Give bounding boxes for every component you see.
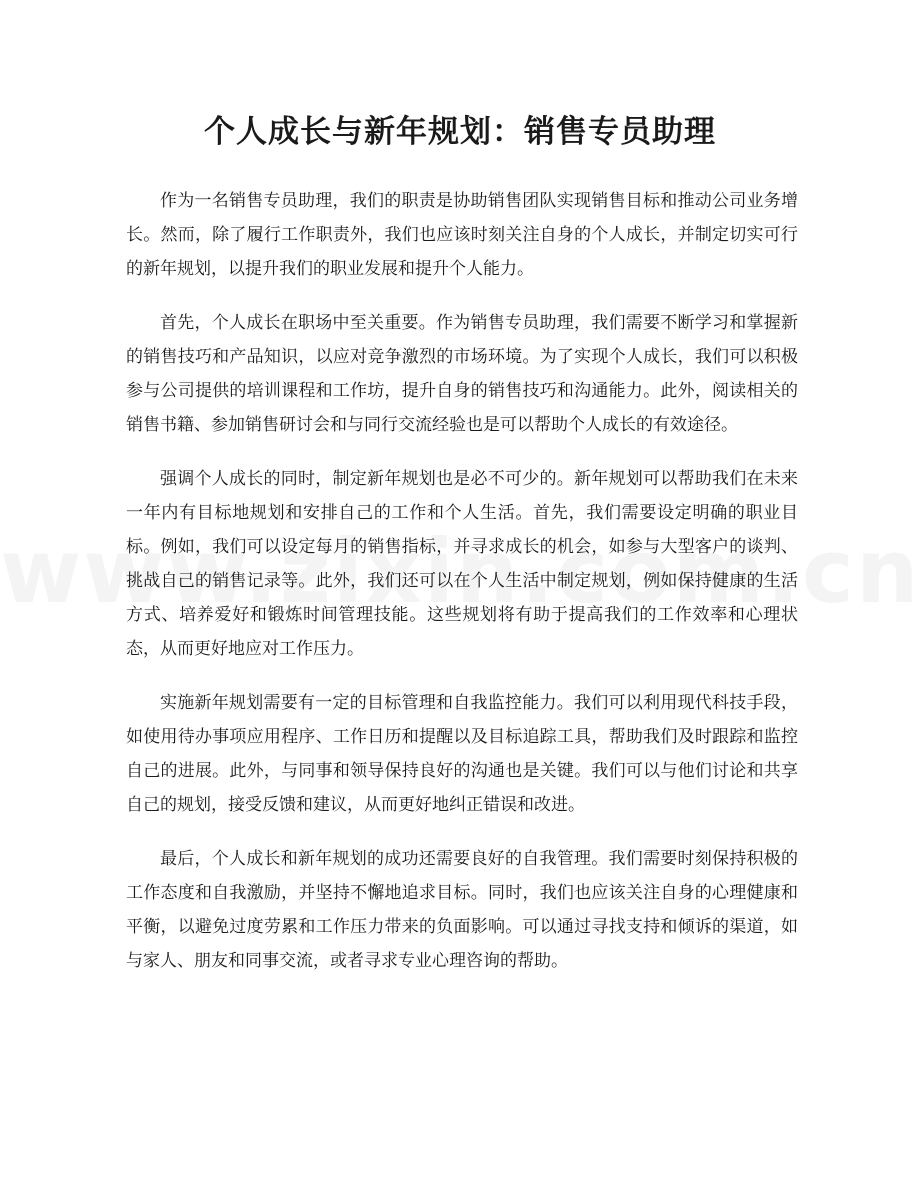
paragraph-1: 作为一名销售专员助理，我们的职责是协助销售团队实现销售目标和推动公司业务增长。然而，除了履行工作职责外，我们也应该时刻关注自身的个人成长，并制定切实可行的新年规划，以提升我们的职业发展和提升个人能力。 xyxy=(126,191,798,279)
paragraph-3: 强调个人成长的同时，制定新年规划也是必不可少的。新年规划可以帮助我们在未来一年内有目标地规划和安排自己的工作和个人生活。首先，我们需要设定明确的职业目标。例如，我们可以设定每月的销售指标，并寻求成长的机会，如参与大型客户的谈判、挑战自己的销售记录等。此外，我们还可以在个人生活中制定规划，例如保持健康的生活方式、培养爱好和锻炼时间管理技能。这些规划将有助于提高我们的工作效率和心理状态，从而更好地应对工作压力。 xyxy=(126,469,798,659)
paragraph-2: 首先，个人成长在职场中至关重要。作为销售专员助理，我们需要不断学习和掌握新的销售技巧和产品知识，以应对竞争激烈的市场环境。为了实现个人成长，我们可以积极参与公司提供的培训课程和工作坊，提升自身的销售技巧和沟通能力。此外，阅读相关的销售书籍、参加销售研讨会和与同行交流经验也是可以帮助个人成长的有效途径。 xyxy=(126,313,798,435)
document-title: 个人成长与新年规划：销售专员助理 xyxy=(204,114,716,150)
document-body xyxy=(126,184,798,998)
paragraph-4: 实施新年规划需要有一定的目标管理和自我监控能力。我们可以利用现代科技手段，如使用待办事项应用程序、工作日历和提醒以及目标追踪工具，帮助我们及时跟踪和监控自己的进展。此外，与同事和领导保持良好的沟通也是关键。我们可以与他们讨论和共享自己的规划，接受反馈和建议，从而更好地纠正错误和改进。 xyxy=(126,693,798,815)
paragraph-5: 最后，个人成长和新年规划的成功还需要良好的自我管理。我们需要时刻保持积极的工作态度和自我激励，并坚持不懈地追求目标。同时，我们也应该关注自身的心理健康和平衡，以避免过度劳累和工作压力带来的负面影响。可以通过寻找支持和倾诉的渠道，如与家人、朋友和同事交流，或者寻求专业心理咨询的帮助。 xyxy=(126,849,798,971)
